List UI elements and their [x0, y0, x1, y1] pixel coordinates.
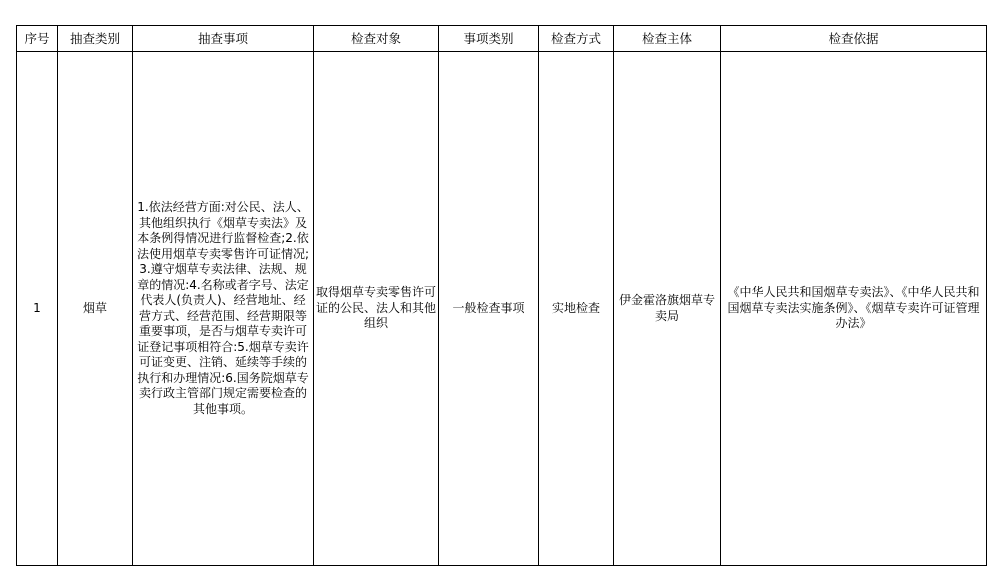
header-target: 检查对象 — [314, 26, 439, 52]
header-category: 抽查类别 — [58, 26, 133, 52]
cell-item-type: 一般检查事项 — [439, 52, 539, 566]
cell-method: 实地检查 — [539, 52, 614, 566]
cell-category: 烟草 — [58, 52, 133, 566]
header-row — [17, 26, 987, 52]
header-method: 检查方式 — [539, 26, 614, 52]
header-subject: 检查主体 — [614, 26, 721, 52]
table-row — [17, 52, 987, 566]
cell-basis: 《中华人民共和国烟草专卖法》、《中华人民共和国烟草专卖法实施条例》、《烟草专卖许可证管理办法》 — [721, 52, 987, 566]
cell-items: 1.依法经营方面:对公民、法人、其他组织执行《烟草专卖法》及本条例得情况进行监督检查;2.依法使用烟草专卖零售许可证情况;3.遵守烟草专卖法律、法规、规章的情况:4.名称或者字号、法定代表人(负责人)、经营地址、经营方式、经营范围、经营期限等重要事项，是否与烟草专卖许可证登记事项相符合:5.烟草专卖许可证变更、注销、延续等手续的执行和办理情况:6.国务院烟草专卖行政主管部门规定需要检查的其他事项。 — [133, 52, 314, 566]
cell-target: 取得烟草专卖零售许可证的公民、法人和其他组织 — [314, 52, 439, 566]
inspection-table — [16, 25, 987, 566]
cell-index: 1 — [17, 52, 58, 566]
header-items: 抽查事项 — [133, 26, 314, 52]
header-index: 序号 — [17, 26, 58, 52]
header-item-type: 事项类别 — [439, 26, 539, 52]
header-basis: 检查依据 — [721, 26, 987, 52]
cell-subject: 伊金霍洛旗烟草专卖局 — [614, 52, 721, 566]
